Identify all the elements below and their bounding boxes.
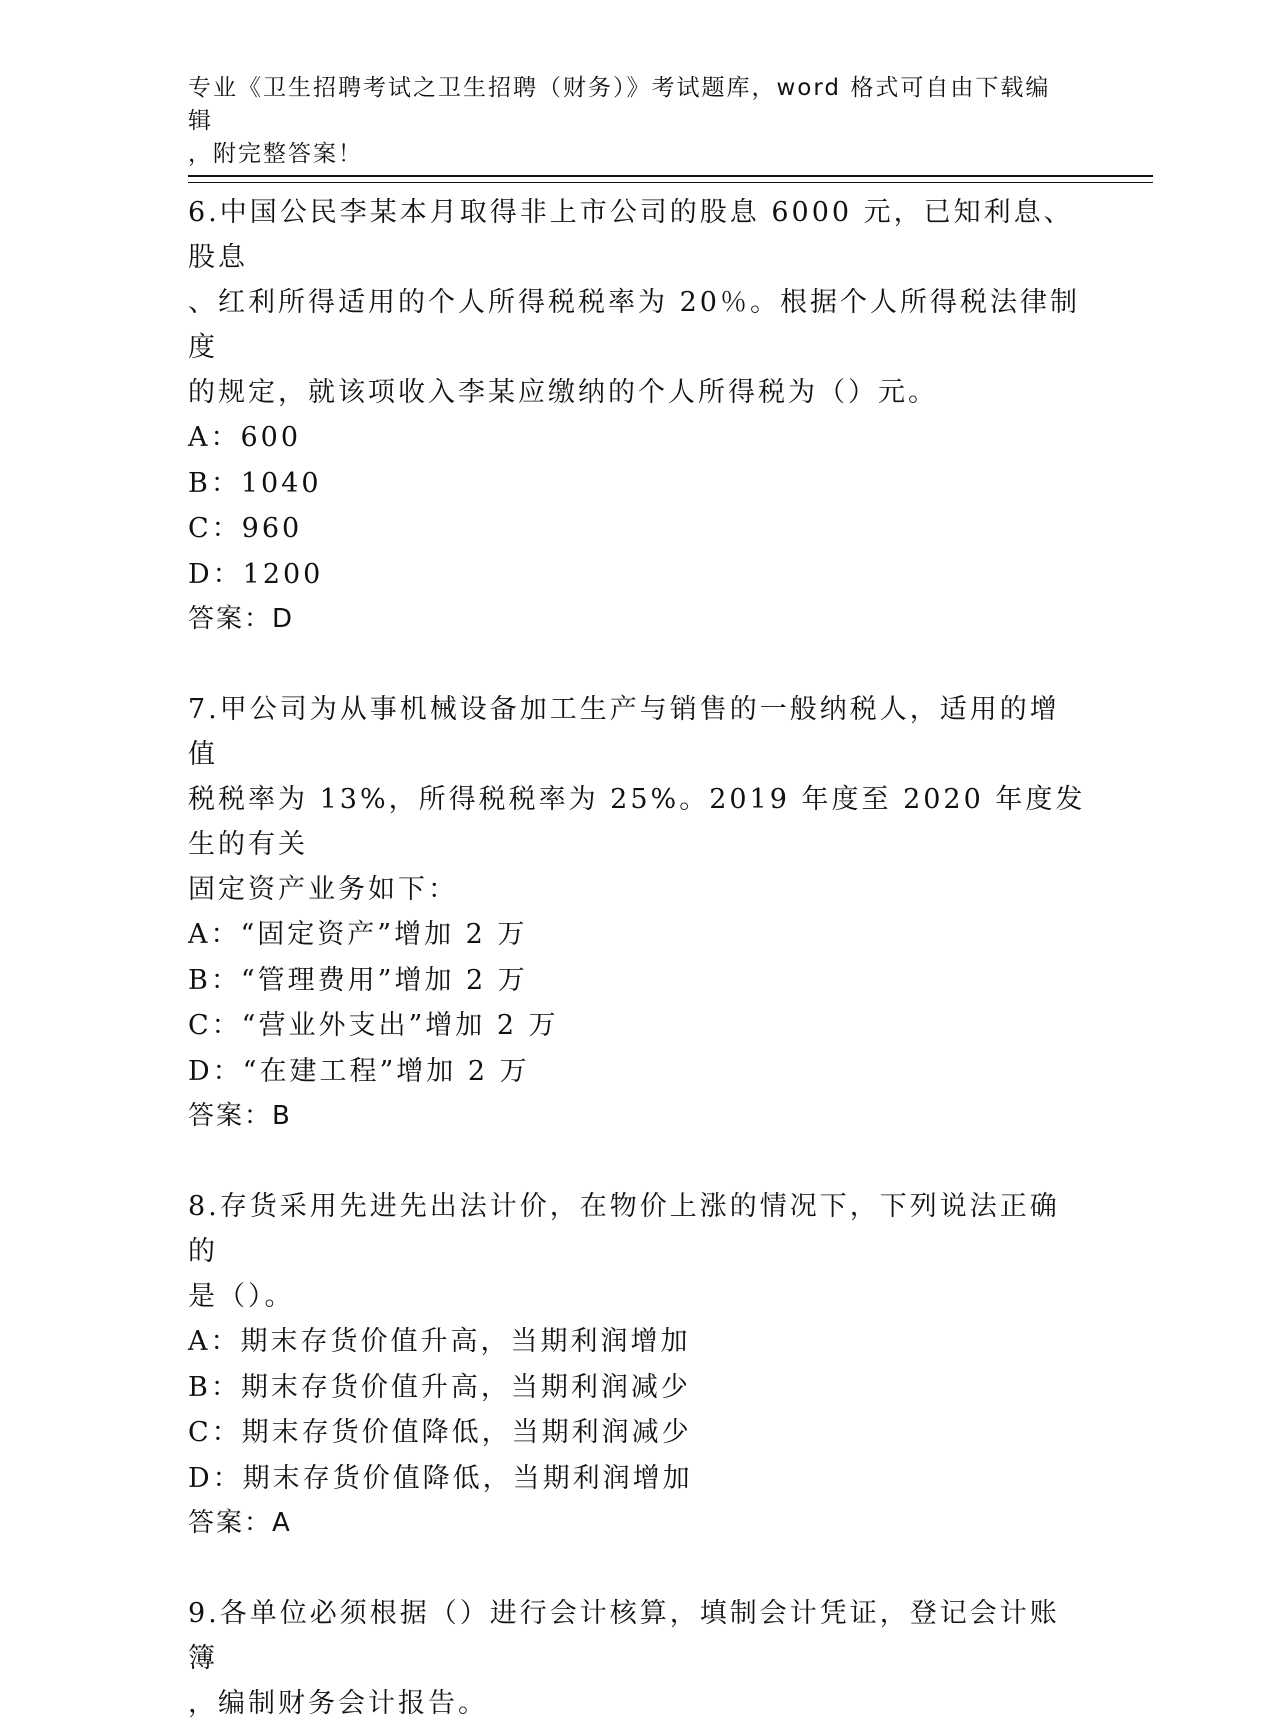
question-stem-line: 6.中国公民李某本月取得非上市公司的股息 6000 元，已知利息、股息 — [188, 197, 1074, 273]
option-d: D：“在建工程”增加 2 万 — [188, 1055, 530, 1087]
answer-label: 答案：D — [188, 604, 295, 634]
question-6 — [188, 190, 1088, 642]
header-divider-thick — [188, 175, 1153, 177]
header-line-1: 专业《卫生招聘考试之卫生招聘（财务）》考试题库，word 格式可自由下载编辑 — [188, 75, 1051, 134]
option-b: B：1040 — [188, 467, 322, 499]
question-stem-line: 的规定，就该项收入李某应缴纳的个人所得税为（）元。 — [188, 377, 938, 408]
question-stem-line: ，编制财务会计报告。 — [188, 1688, 488, 1719]
question-spacer — [188, 642, 1088, 687]
option-a: A：期末存货价值升高，当期利润增加 — [188, 1326, 691, 1357]
option-a: A：“固定资产”增加 2 万 — [188, 919, 528, 950]
option-b: B：“管理费用”增加 2 万 — [188, 964, 528, 996]
question-stem-line: 7.甲公司为从事机械设备加工生产与销售的一般纳税人，适用的增值 — [188, 694, 1060, 770]
answer-label: 答案：B — [188, 1101, 292, 1131]
question-7 — [188, 687, 1088, 1139]
header-divider-thin — [188, 182, 1153, 183]
question-spacer — [188, 1139, 1088, 1184]
option-c: C：“营业外支出”增加 2 万 — [188, 1010, 559, 1041]
option-d: D：1200 — [188, 558, 324, 590]
question-stem-line: 固定资产业务如下： — [188, 874, 458, 905]
question-9 — [188, 1591, 1088, 1726]
option-b: B：期末存货价值升高，当期利润减少 — [188, 1371, 691, 1403]
question-stem-line: 是（）。 — [188, 1281, 295, 1312]
header-line-2: ，附完整答案！ — [188, 141, 363, 167]
option-c: C：960 — [188, 513, 303, 544]
question-spacer — [188, 1546, 1088, 1591]
option-c: C：期末存货价值降低，当期利润减少 — [188, 1417, 692, 1448]
question-stem-line: 税税率为 13%，所得税税率为 25%。2019 年度至 2020 年度发生的有关 — [188, 784, 1086, 860]
answer-label: 答案：A — [188, 1508, 292, 1538]
option-a: A：600 — [188, 422, 302, 453]
option-d: D：期末存货价值降低，当期利润增加 — [188, 1462, 693, 1494]
question-stem-line: 、红利所得适用的个人所得税税率为 20％。根据个人所得税法律制度 — [188, 287, 1080, 363]
question-stem-line: 9.各单位必须根据（）进行会计核算，填制会计凭证，登记会计账簿 — [188, 1598, 1060, 1674]
document-header — [188, 72, 1068, 171]
question-list — [188, 190, 1088, 1726]
question-stem-line: 8.存货采用先进先出法计价，在物价上涨的情况下，下列说法正确的 — [188, 1191, 1060, 1267]
question-8 — [188, 1184, 1088, 1546]
